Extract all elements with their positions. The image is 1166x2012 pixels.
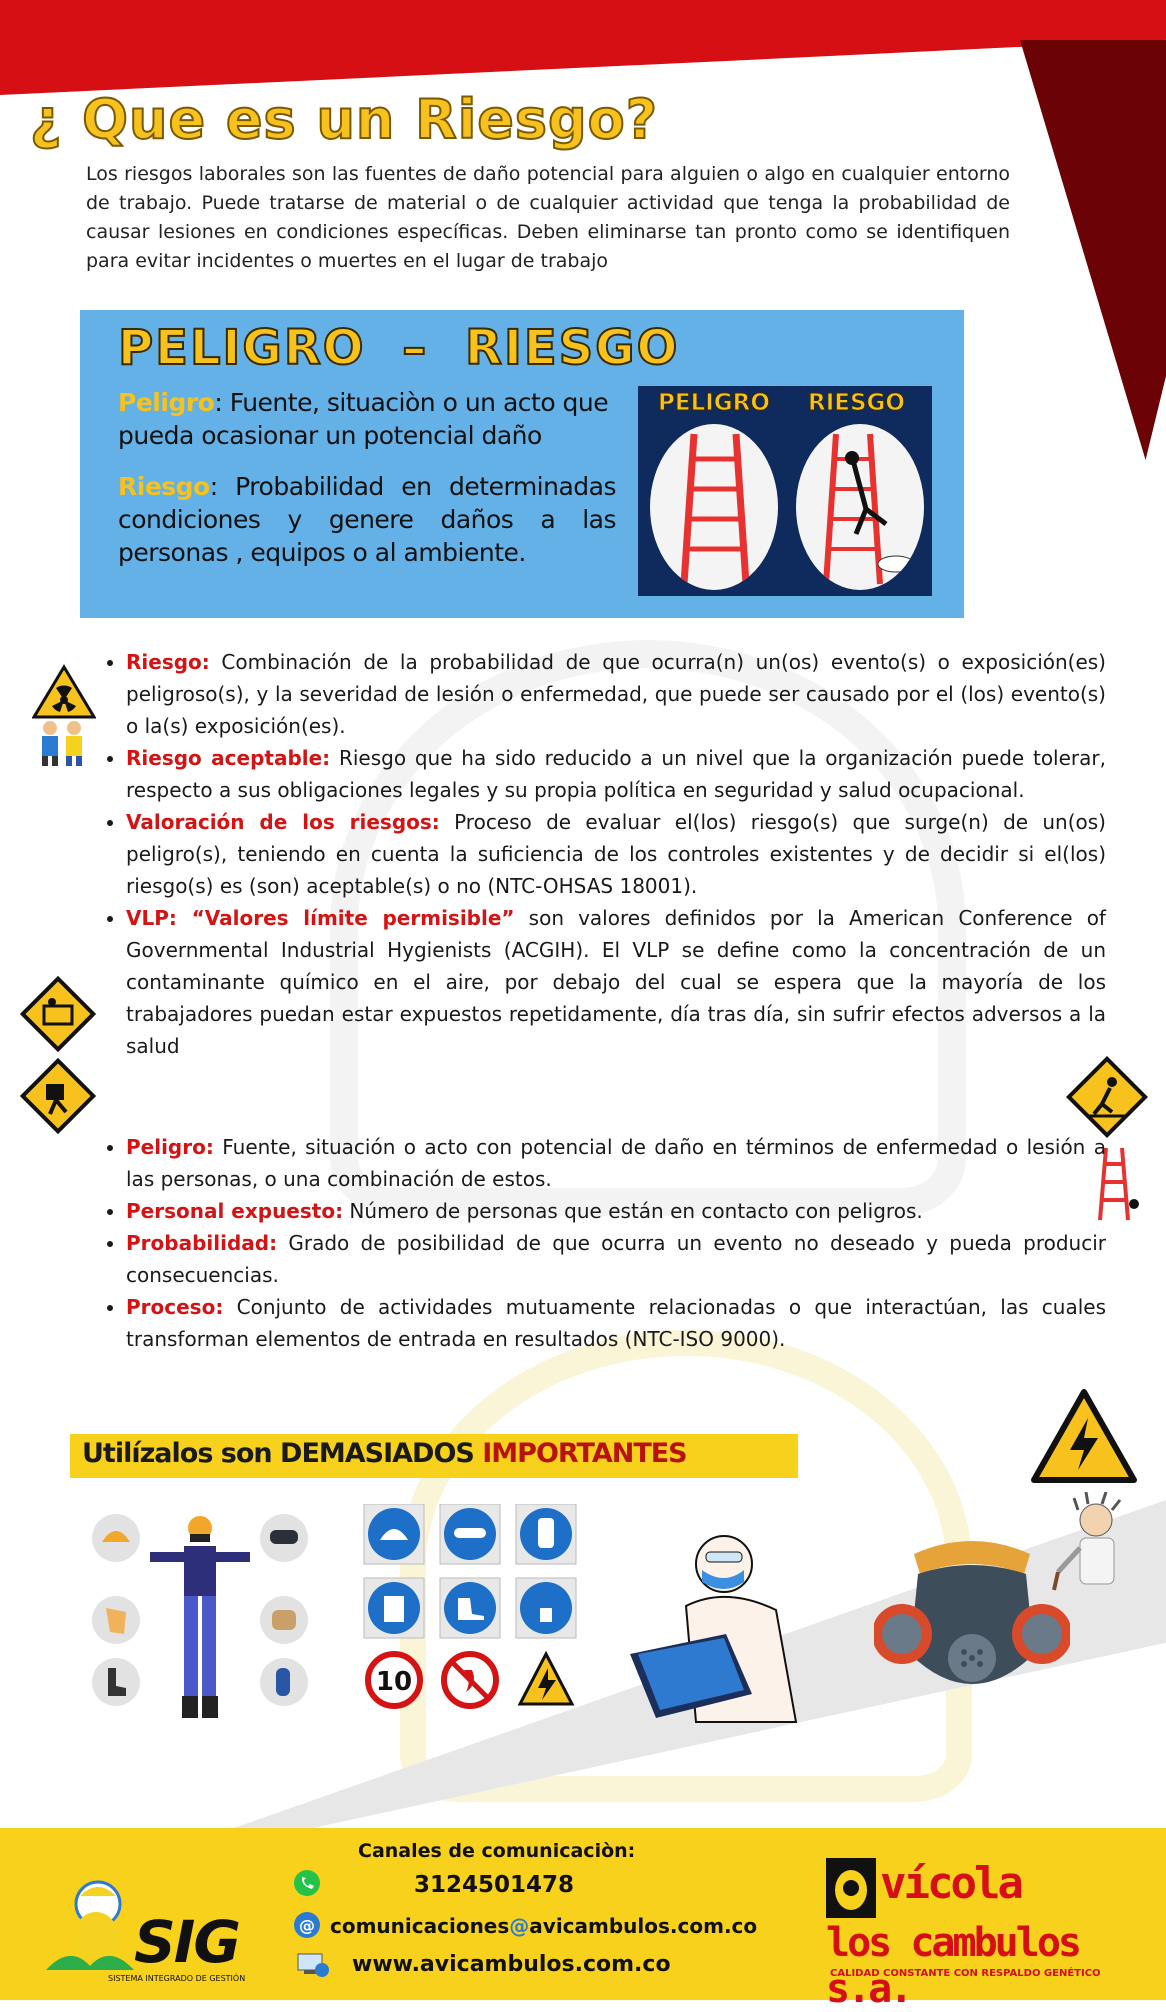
list-item: • Valoración de los riesgos: Proceso de evaluar el(los) riesgo(s) que surge(n) de un(os) peligro(s), teniendo en cuenta la suficiencia de los controles existentes y de decidir si el(los) riesgo(s) es (son) aceptable(s) o no (NTC-OHSAS 18001). [126,806,1106,902]
ladder-illustration [638,386,932,596]
peligro-definition [118,386,616,452]
ladder-image [650,424,778,590]
footer [0,1828,1166,2012]
email-address: comunicaciones@avicambulos.com.co [330,1914,758,1938]
website-url: www.avicambulos.com.co [352,1952,671,1977]
banner-highlight: IMPORTANTES [482,1438,687,1469]
list-item: • Probabilidad: Grado de posibilidad de que ocurra un evento no deseado y pueda producir consecuencias. [126,1227,1106,1291]
company-tagline: CALIDAD CONSTANTE CON RESPALDO GENÉTICO [830,1968,1101,1979]
label-peligro: PELIGRO [658,390,770,416]
workers-icon [30,718,94,768]
list-item: • Proceso: Conjunto de actividades mutuamente relacionadas o que interactúan, las cuales transforman elementos de entrada en resultados (NTC-ISO 9000). [126,1291,1106,1355]
fall-hazard-warning-icon [1066,1056,1148,1138]
list-item: • Riesgo: Combinación de la probabilidad de que ocurra(n) un(os) evento(s) o exposición(es) peligroso(s), y la severidad de lesión o enfermedad, que puede ser causado por el (los) evento(s) o la(s) exposición(es). [126,646,1106,742]
heavy-load-warning-icon [20,1058,96,1134]
company-name-line1: vícola [880,1858,1021,1909]
electric-warning-icon [1030,1388,1138,1486]
avicola-logo-icon [826,1858,876,1918]
ppe-equipment-illustration [90,1512,310,1732]
page-title: ¿ Que es un Riesgo? [30,88,659,151]
speed-limit-sign: 10 [375,1667,413,1697]
sig-subtitle: SISTEMA INTEGRADO DE GESTIÓN [108,1974,246,1983]
phone-number: 3124501478 [414,1872,575,1898]
intro-paragraph: Los riesgos laborales son las fuentes de daño potencial para alguien o algo en cualquier entorno de trabajo. Puede tratarse de material o de cualquier actividad que tenga la probabilidad de causar lesiones en condiciones específicas. Deben eliminarse tan pronto como se identifiquen para evitar incidentes o muertes en el lugar de trabajo [86,163,1010,272]
list-item: • VLP: “Valores límite permisible” son valores definidos por la American Conference of Governmental Industrial Hygienists (ACGIH). El VLP se define como la concentración de un contaminante químico en el aire, por debajo del cual se espera que la mayoría de los trabajadores puedan estar expuestos repetidamente, día tras día, sin sufrir efectos adversos a la salud [126,902,1106,1062]
label-riesgo: RIESGO [808,390,905,416]
inspector-with-clipboard [626,1526,826,1726]
peligro-key: Peligro [118,388,215,417]
website-icon [296,1950,330,1980]
svg-text:@: @ [299,1916,315,1935]
peligro-text: : Fuente, situaciòn o un acto que pueda ocasionar un potencial daño [118,388,609,450]
peligro-riesgo-box [80,310,964,618]
box-title: PELIGRO – RIESGO [118,320,680,376]
header-dark-wedge [1020,40,1166,460]
definitions-list-2 [96,1131,1106,1355]
seated-worker-warning-icon [20,976,96,1052]
channels-title: Canales de comunicaciòn: [358,1840,636,1862]
riesgo-text: : Probabilidad en determinadas condiciones y genere daños a las personas , equipos o al ambiente. [118,472,616,567]
importance-banner [70,1434,798,1478]
radiation-warning-icon [32,664,96,720]
riesgo-definition [118,470,616,569]
safety-signs-grid [360,1504,580,1716]
list-item: • Personal expuesto: Número de personas que están en contacto con peligros. [126,1195,1106,1227]
header-red-band [0,0,1166,95]
definitions-list-1 [96,646,1106,1062]
sig-logo: SIG [134,1908,239,1976]
list-item: • Peligro: Fuente, situación o acto con potencial de daño en términos de enfermedad o lesión a las personas, o una combinación de estos. [126,1131,1106,1195]
sig-mascot-icon [40,1874,136,1984]
riesgo-key: Riesgo [118,472,210,501]
company-name-line2: los cambulos s.a. [826,1920,1079,2012]
banner-text: Utilízalos son DEMASIADOS [82,1438,483,1469]
whatsapp-icon [292,1868,322,1898]
ladder-fall-image [796,424,924,590]
respirator-mask-icon [874,1534,1070,1710]
list-item: • Riesgo aceptable: Riesgo que ha sido reducido a un nivel que la organización puede tolerar, respecto a sus obligaciones legales y su propia política en seguridad y salud ocupacional. [126,742,1106,806]
email-icon [292,1910,322,1940]
